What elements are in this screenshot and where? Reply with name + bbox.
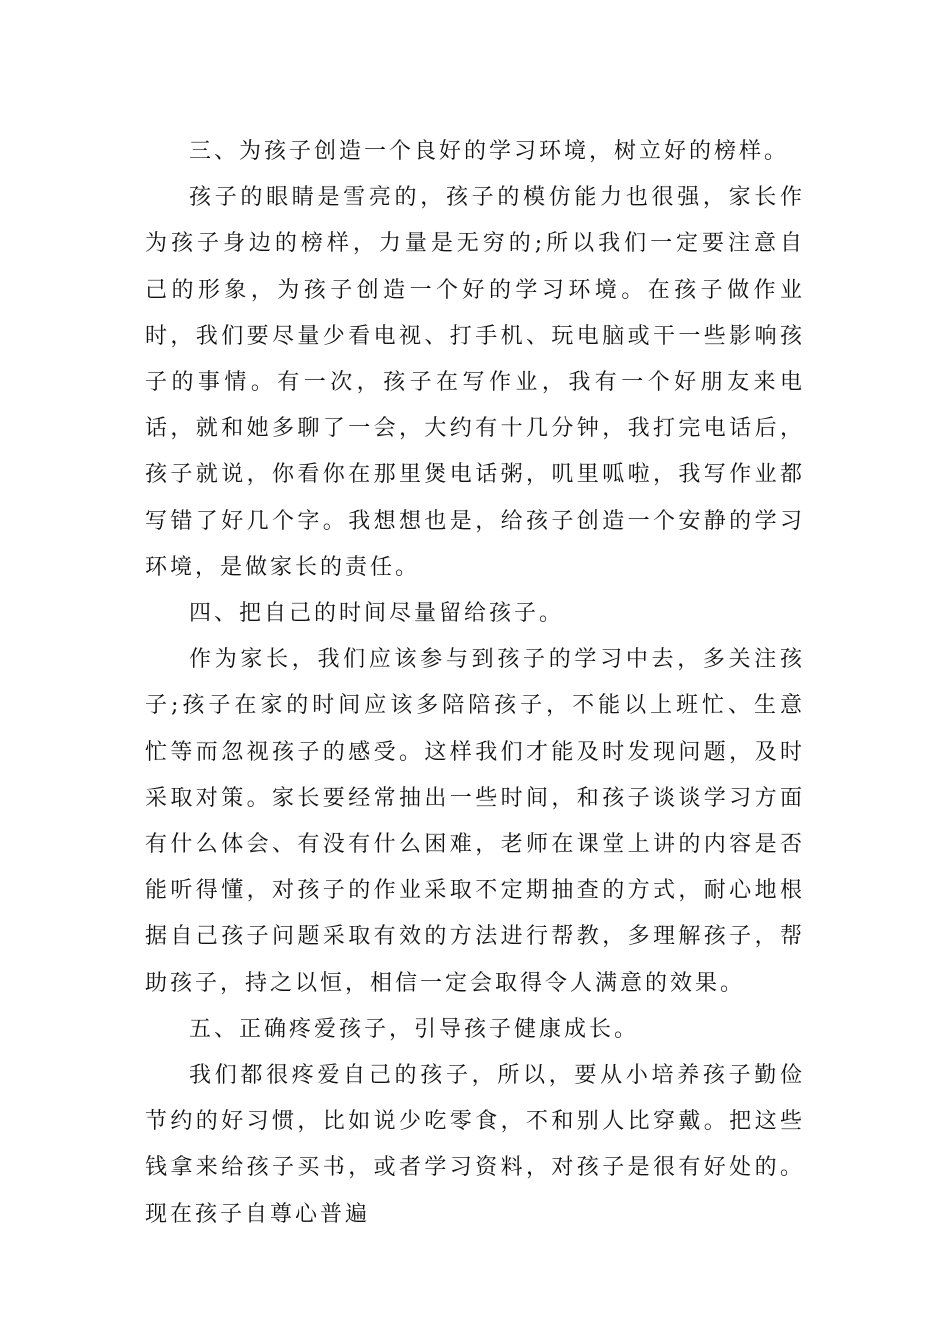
body-paragraph-role-model: 孩子的眼睛是雪亮的，孩子的模仿能力也很强，家长作为孩子身边的榜样，力量是无穷的;所以我们一定要注意自己的形象，为孩子创造一个好的学习环境。在孩子做作业时，我们要尽量少看电视、打手机、玩电脑或干一些影响孩子的事情。有一次，孩子在写作业，我有一个好朋友来电话，就和她多聊了一会，大约有十几分钟，我打完电话后，孩子就说，你看你在那里煲电话粥，叽里呱啦，我写作业都写错了好几个字。我想想也是，给孩子创造一个安静的学习环境，是做家长的责任。: [145, 185, 805, 580]
body-paragraph-proper-love: 我们都很疼爱自己的孩子，所以，要从小培养孩子勤俭节约的好习惯，比如说少吃零食，不和别人比穿戴。把这些钱拿来给孩子买书，或者学习资料，对孩子是很有好处的。现在孩子自尊心普遍: [145, 1063, 805, 1227]
section-heading-four: 四、把自己的时间尽量留给孩子。: [189, 601, 565, 627]
section-heading-five: 五、正确疼爱孩子，引导孩子健康成长。: [189, 1016, 640, 1042]
section-heading-three: 三、为孩子创造一个良好的学习环境，树立好的榜样。: [189, 139, 790, 164]
document-body: [145, 129, 805, 1238]
body-paragraph-time-with-child: 作为家长，我们应该参与到孩子的学习中去，多关注孩子;孩子在家的时间应该多陪陪孩子，不能以上班忙、生意忙等而忽视孩子的感受。这样我们才能及时发现问题，及时采取对策。家长要经常抽出一些时间，和孩子谈谈学习方面有什么体会、有没有什么困难，老师在课堂上讲的内容是否能听得懂，对孩子的作业采取不定期抽查的方式，耐心地根据自己孩子问题采取有效的方法进行帮教，多理解孩子，帮助孩子，持之以恒，相信一定会取得令人满意的效果。: [145, 647, 805, 996]
